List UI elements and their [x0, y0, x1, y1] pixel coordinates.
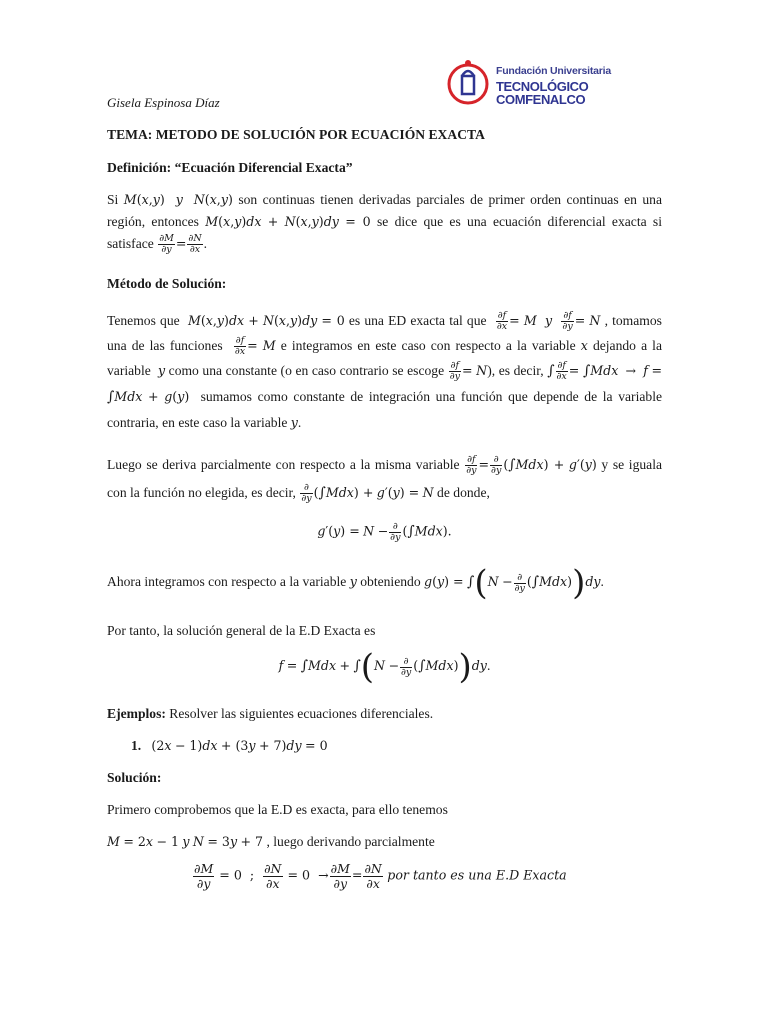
equation-g-prime: g′(y) = N − $\frac{\partial}{\partial y}$ (∫Mdx).: [317, 521, 452, 543]
derivative-paragraph: Luego se deriva parcialmente con respecto a la misma variable $\frac{\partial f}{\partial y}$ = $\frac{\partial}{\partial y}$ (∫Mdx) + g′(y) y se iguala con la función no elegida, es decir, $\frac{\partial}{\partial y}$ (∫Mdx) + g′(y) = N de donde,: [107, 454, 663, 505]
method-paragraph: Tenemos que M(x,y)dx + N(x,y)dy = 0 es una ED exacta tal que $\frac{\partial f}{\partial x}$ = M y $\frac{\partial f}{\partial y}$ = N , tomamos una de las funciones $\frac{\partial f}{\partial x}$ = M e integramos en este caso con respecto a la variable x dejando a la variable y como una constante (o en caso contrario se escoge $\frac{\partial f}{\partial y}$ = N), es decir, ∫ $\frac{\partial f}{\partial x}$ = ∫Mdx → f = ∫Mdx + g(y) sumamos como constante de integración una función que depende de la variable contraria, en este caso la variable y.: [107, 310, 663, 430]
logo-emblem-icon: [446, 54, 494, 114]
method-heading: Método de Solución:: [107, 276, 227, 291]
author-name: Gisela Espinosa Díaz: [107, 95, 220, 110]
logo-line-2: TECNOLÓGICO COMFENALCO: [496, 78, 589, 107]
equation-general-solution: f = ∫Mdx + ∫(N − $\frac{\partial}{\partial y}$ (∫Mdx))dy.: [278, 647, 491, 687]
general-solution-intro: Por tanto, la solución general de la E.D Exacta es: [107, 623, 376, 638]
definition-paragraph: Si M(x,y) y N(x,y) son continuas tienen derivadas parciales de primer orden continuas en una región, entonces M(x,y)dx + N(x,y)dy = 0 se dice que es una ecuación diferencial exacta si satisface $\frac{\partial M}{\partial y}$ = $\frac{\partial N}{\partial x}$ .: [107, 192, 662, 256]
definition-heading: [107, 157, 662, 179]
integrate-paragraph: Ahora integramos con respecto a la variable y obteniendo g(y) = ∫(N − $\frac{\partial}{\partial y}$ (∫Mdx))dy.: [107, 563, 604, 603]
definition-title: “Ecuación Diferencial Exacta”: [171, 160, 353, 175]
partial-derivatives-check: $\frac{\partial M}{\partial y}$ = 0 ; $\frac{\partial N}{\partial x}$ = 0 → $\frac{\partial M}{\partial y}$ = $\frac{\partial N}{\partial x}$ por tanto es una E.D Exacta: [194, 861, 567, 891]
solution-heading: Solución:: [107, 770, 162, 785]
university-logo: [446, 54, 652, 120]
logo-line-1: Fundación Universitaria: [496, 65, 612, 77]
check-exact-paragraph: Primero comprobemos que la E.D es exacta, para ello tenemos: [107, 802, 448, 817]
example-1: 1. (2x − 1)dx + (3y + 7)dy = 0: [131, 738, 328, 753]
definition-label: Definición:: [107, 160, 172, 175]
topic-title: TEMA: METODO DE SOLUCIÓN POR ECUACIÓN EXACTA: [107, 127, 485, 142]
m-n-definition: M = 2x − 1 y N = 3y + 7 , luego derivando parcialmente: [107, 834, 435, 849]
examples-heading: Ejemplos: Resolver las siguientes ecuaciones diferenciales.: [107, 706, 434, 721]
